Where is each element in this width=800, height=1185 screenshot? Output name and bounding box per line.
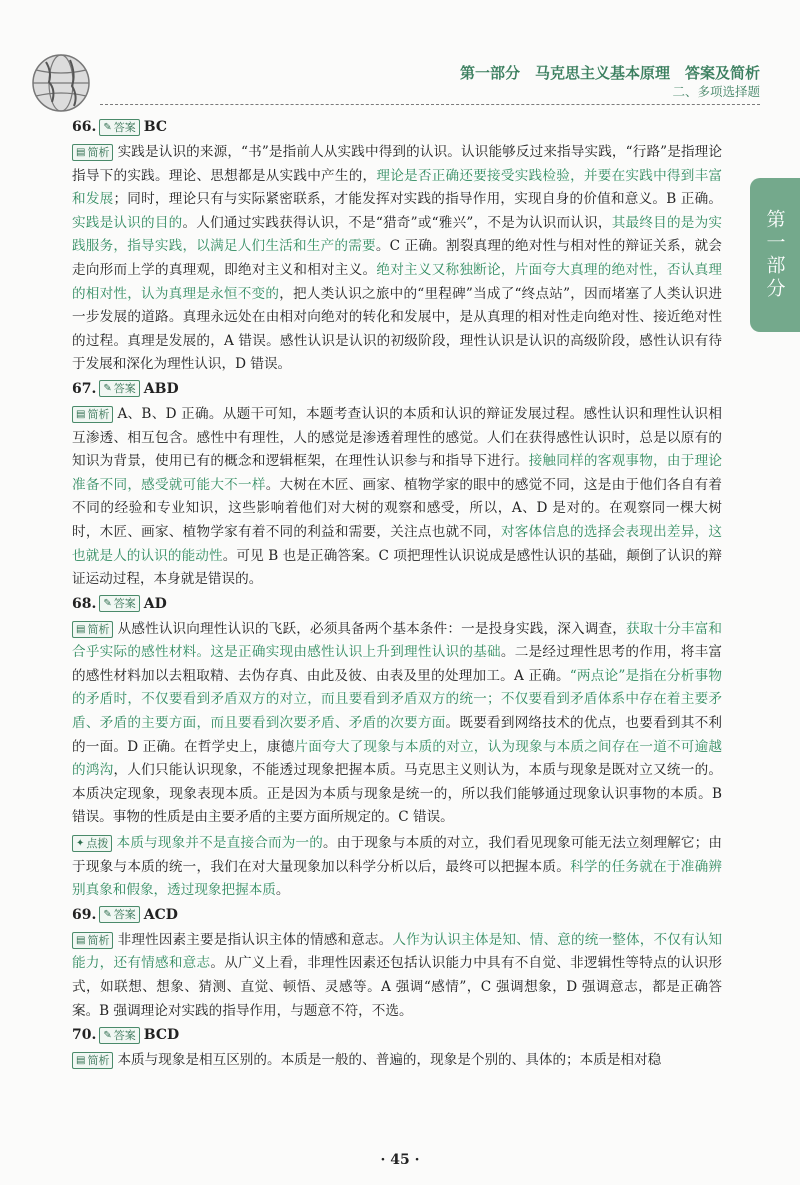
answer-line xyxy=(72,592,722,616)
body-text: 。既要看到网络技术的优点，也要看到其不利的一面。D 正确。在哲学史上，康德 xyxy=(72,715,723,755)
body-text: ，把人类认识之旅中的“里程碑”当成了“终点站”，因而堵塞了人类认识进一步发展的道路。真理永远处在由相对向绝对的转化和发展中，是从真理的相对性走向绝对性、接近绝对性的过程。真理是发展的，A 错误。感性认识是认识的初级阶段，理性认识是认识的高级阶段，感性认识有待于发展和深化为理性认识，D 错误。 xyxy=(72,285,723,373)
question-block xyxy=(72,592,722,903)
answer-tag xyxy=(99,119,139,136)
question-block xyxy=(72,115,722,377)
highlighted-text: 实践是认识的目的 xyxy=(72,214,183,231)
body-text: 。可见 B 也是正确答案。C 项把理性认识说成是感性认识的基础，颠倒了认识的辩证运动过程，本身就是错误的。 xyxy=(72,547,722,588)
page-number: · 45 · xyxy=(380,1152,420,1168)
body-text: 实践是认识的来源，“书”是指前人从实践中得到的认识。认识能够反过来指导实践，“行路”是指理论指导下的实践。理论、思想都是从实践中产生的， xyxy=(72,144,722,184)
pencil-icon: ✎ xyxy=(103,598,112,610)
tip-tag xyxy=(72,835,112,852)
highlighted-text: 理论是否正确还要接受实践检验，并要在实践中得到丰富和发展 xyxy=(72,167,723,208)
question-number: 68. xyxy=(72,595,97,612)
book-icon: ▤ xyxy=(76,408,86,420)
highlighted-text: 接触同样的客观事物，由于理论准备不同，感受就可能大不一样 xyxy=(72,453,723,493)
answer-tag-label: 答案 xyxy=(113,908,136,922)
question-block xyxy=(72,377,722,592)
answer-content xyxy=(72,115,722,1073)
highlighted-text: 对客体信息的选择会表现出差异，这也就是人的认识的能动性 xyxy=(72,523,723,564)
tip-note xyxy=(72,832,722,903)
question-number: 66. xyxy=(72,119,97,135)
explain-tag xyxy=(72,1052,113,1069)
section-side-tab xyxy=(750,178,800,332)
tip-tag-label: 点拨 xyxy=(86,837,109,851)
explain-tag xyxy=(72,621,113,638)
answer-tag xyxy=(99,906,139,923)
answer-tag-label: 答案 xyxy=(113,597,136,611)
answer-value: AD xyxy=(143,595,167,612)
answer-line xyxy=(72,903,722,927)
answer-line xyxy=(72,377,722,401)
explain-tag xyxy=(72,406,113,423)
answer-tag xyxy=(99,1027,139,1044)
book-icon: ▤ xyxy=(76,147,86,158)
answer-tag-label: 答案 xyxy=(113,120,136,134)
explain-tag-label: 简析 xyxy=(87,933,110,947)
question-number: 70. xyxy=(72,1027,97,1044)
page-header xyxy=(0,0,800,118)
body-text: 从感性认识向理性认识的飞跃，必须具备两个基本条件：一是投身实践，深入调查， xyxy=(117,620,626,637)
highlighted-text: 人作为认识主体是知、情、意的统一整体，不仅有认知能力，还有情感和意志 xyxy=(72,931,723,972)
highlighted-text: 获取十分丰富和合乎实际的感性材料。这是正确实现由感性认识上升到理性认识的基础 xyxy=(72,620,723,661)
explain-tag-label: 简析 xyxy=(87,407,110,421)
body-text: 。大树在木匠、画家、植物学家的眼中的感觉不同，这是由于他们各自有着不同的经验和专业知识，这些影响着他们对大树的观察和感受，所以，A、D 是对的。在观察同一棵大树时，木匠、画家、植物学家有着不同的利益和需要，关注点也就不同， xyxy=(72,476,723,540)
body-text: A、B、D 正确。从题干可知，本题考查认识的本质和认识的辩证发展过程。感性认识和理性认识相互渗透、相互包含。感性中有理性，人的感觉是渗透着理性的感觉。人们在获得感性认识时，总是以原有的知识为背景，使用已有的概念和逻辑框架，在理性认识参与和指导下进行。 xyxy=(72,405,722,470)
side-tab-label: 第一部分 xyxy=(763,209,786,301)
body-text: ；同时，理论只有与实际紧密联系，才能发挥对实践的指导作用，实现自身的价值和意义。B 正确。 xyxy=(113,191,723,208)
explanation xyxy=(72,403,722,592)
body-text: 本质与现象是相互区别的。本质是一般的、普遍的，现象是个别的、具体的；本质是相对稳 xyxy=(117,1052,662,1069)
highlighted-text: 科学的任务就在于准确辨别真象和假象，透过现象把握本质 xyxy=(72,858,723,899)
explain-tag xyxy=(72,144,113,161)
book-icon: ▤ xyxy=(76,934,86,946)
body-text: 。由于现象与本质的对立，我们看见现象可能无法立刻理解它；由于现象与本质的统一，我们在对大量现象加以科学分析以后，最终可以把握本质。 xyxy=(72,835,723,875)
highlighted-text: 片面夸大了现象与本质的对立，认为现象与本质之间存在一道不可逾越的鸿沟 xyxy=(72,738,722,779)
answer-tag xyxy=(99,380,139,397)
question-number: 69. xyxy=(72,906,97,923)
globe-icon xyxy=(30,52,92,114)
body-text: 。 xyxy=(275,882,290,899)
highlighted-text: 其最终目的是为实践服务，指导实践，以满足人们生活和生产的需要 xyxy=(72,214,723,255)
explanation xyxy=(72,929,722,1023)
lightbulb-icon: ✦ xyxy=(76,838,85,850)
body-text: 。C 正确。割裂真理的绝对性与相对性的辩证关系，就会走向形而上学的真理观，即绝对主义和相对主义。 xyxy=(72,238,722,278)
highlighted-text: 绝对主义又称独断论，片面夸大真理的绝对性，否认真理的相对性，认为真理是永恒不变的 xyxy=(72,261,723,302)
explanation xyxy=(72,1049,722,1073)
explain-tag xyxy=(72,932,113,949)
explain-tag-label: 简析 xyxy=(87,1054,110,1068)
explain-tag-label: 简析 xyxy=(87,146,110,159)
body-text: 。人们通过实践获得认识，不是“猎奇”或“雅兴”，不是为认识而认识， xyxy=(182,214,612,231)
answer-line xyxy=(72,115,722,139)
body-text: 。从广义上看，非理性因素还包括认识能力中具有不自觉、非逻辑性等特点的认识形式，如联想、想象、猜测、直觉、顿悟、灵感等。A 强调“感情”，C 强调想象，D 强调意志，都是正确答案。B 强调理论对实践的指导作用，与题意不符，不选。 xyxy=(72,955,723,1019)
explain-tag-label: 简析 xyxy=(87,622,110,636)
highlighted-text: 本质与现象并不是直接合而为一的 xyxy=(116,835,324,852)
answer-value: ACD xyxy=(143,906,178,923)
answer-value: ABD xyxy=(143,380,179,397)
question-block xyxy=(72,1023,722,1073)
question-number: 67. xyxy=(72,380,97,397)
book-icon: ▤ xyxy=(76,1055,86,1067)
body-text: 。二是经过理性思考的作用，将丰富的感性材料加以去粗取精、去伪存真、由此及彼、由表及里的处理加工。A 正确。 xyxy=(72,644,723,684)
book-icon: ▤ xyxy=(76,623,86,635)
answer-tag xyxy=(99,595,139,612)
pencil-icon: ✎ xyxy=(103,121,112,133)
answer-value: BCD xyxy=(143,1027,180,1044)
header-divider xyxy=(100,104,760,105)
answer-value: BC xyxy=(143,119,167,135)
pencil-icon: ✎ xyxy=(103,1029,112,1041)
explanation xyxy=(72,141,722,377)
explanation xyxy=(72,618,722,830)
answer-line xyxy=(72,1023,722,1047)
question-block xyxy=(72,903,722,1023)
answer-tag-label: 答案 xyxy=(113,1028,136,1042)
pencil-icon: ✎ xyxy=(103,383,112,395)
pencil-icon: ✎ xyxy=(103,909,112,921)
body-text: 非理性因素主要是指认识主体的情感和意志。 xyxy=(117,931,393,948)
header-title: 第一部分 马克思主义基本原理 答案及简析 xyxy=(459,64,760,82)
highlighted-text: “两点论”是指在分析事物的矛盾时，不仅要看到矛盾双方的对立，而且要看到矛盾双方的统一；不仅要看到矛盾体系中存在着主要矛盾、矛盾的主要方面，而且要看到次要矛盾、矛盾的次要方面 xyxy=(72,667,722,732)
answer-tag-label: 答案 xyxy=(113,382,136,396)
body-text: ，人们只能认识现象，不能透过现象把握本质。马克思主义则认为，本质与现象是既对立又统一的。本质决定现象，现象表现本质。正是因为本质与现象是统一的，所以我们能够通过现象认识事物的本质。B 错误。事物的性质是由主要矛盾的主要方面所规定的。C 错误。 xyxy=(72,762,723,826)
header-subtitle: 二、多项选择题 xyxy=(672,84,760,99)
